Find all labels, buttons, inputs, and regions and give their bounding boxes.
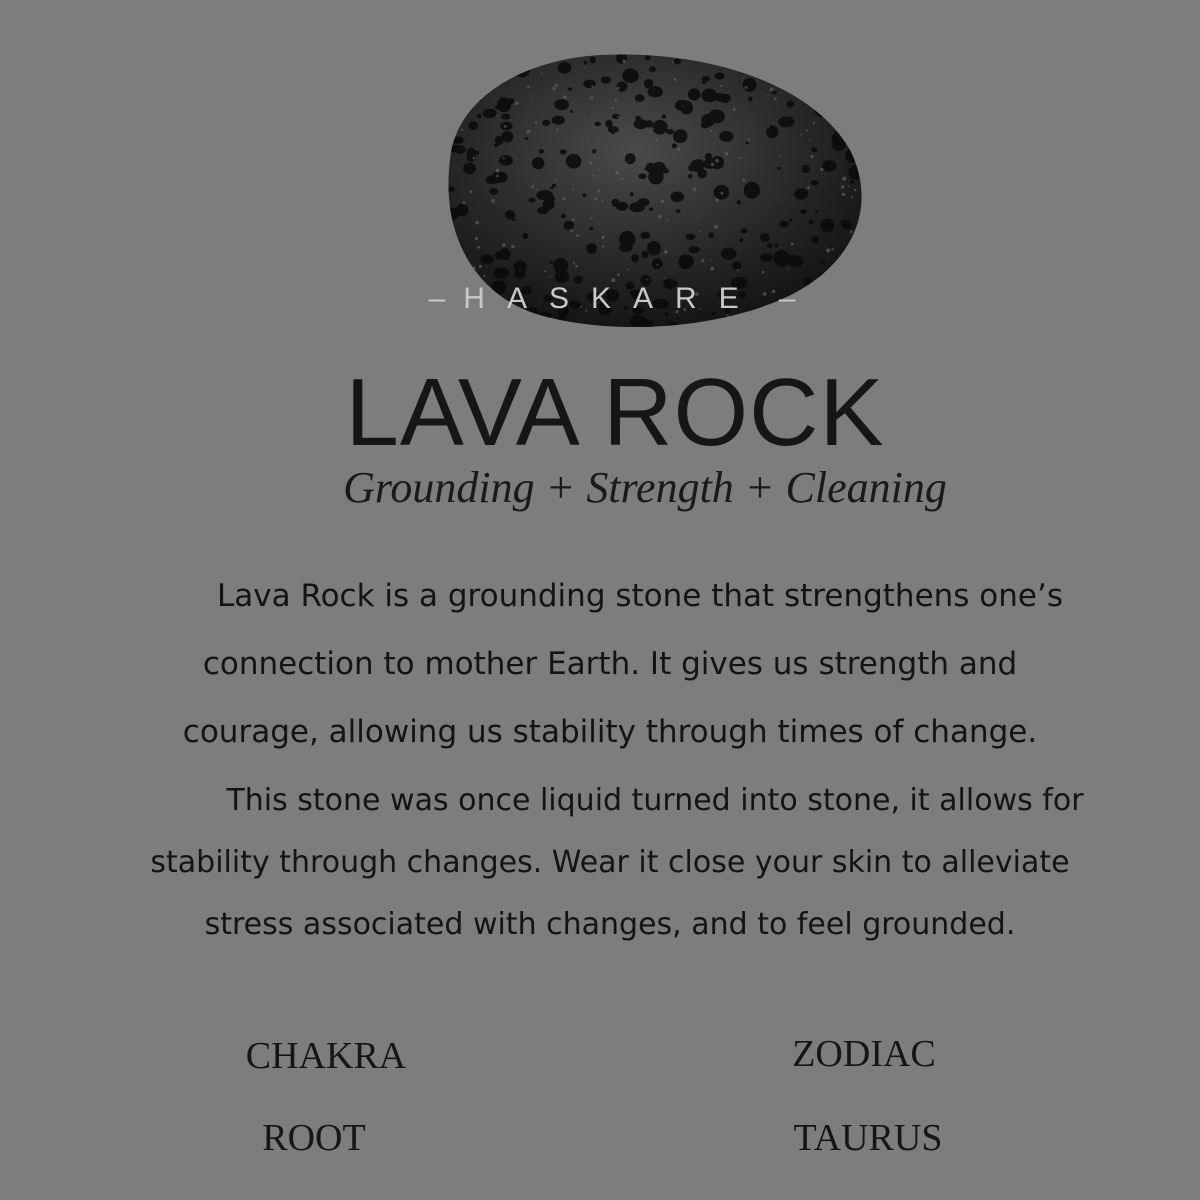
paragraph-line: courage, allowing us stability through times of change. [182, 714, 1038, 750]
paragraph-line: stress associated with changes, and to feel grounded. [204, 907, 1016, 942]
brand-name: HASKARE [463, 282, 761, 315]
paragraph-line: connection to mother Earth. It gives us strength and [202, 646, 1018, 682]
paragraph-line: This stone was once liquid turned into stone, it allows for [226, 783, 1084, 818]
zodiac-label: ZODIAC [792, 1033, 936, 1075]
paragraph-line: Lava Rock is a grounding stone that strengthens one’s [216, 578, 1063, 614]
description-paragraph-2 [100, 770, 1120, 956]
chakra-label: CHAKRA [245, 1035, 407, 1077]
page-title: LAVA ROCK [345, 359, 885, 466]
subtitle: Grounding + Strength + Cleaning [343, 463, 947, 512]
brand-mark [0, 282, 1200, 316]
zodiac-value: TAURUS [793, 1117, 943, 1159]
brand-dash-left: – [428, 282, 446, 315]
brand-dash-right: – [778, 282, 796, 315]
description-paragraph-1 [100, 562, 1120, 766]
paragraph-line: stability through changes. Wear it close your skin to alleviate [150, 845, 1070, 880]
chakra-value: ROOT [262, 1117, 366, 1159]
